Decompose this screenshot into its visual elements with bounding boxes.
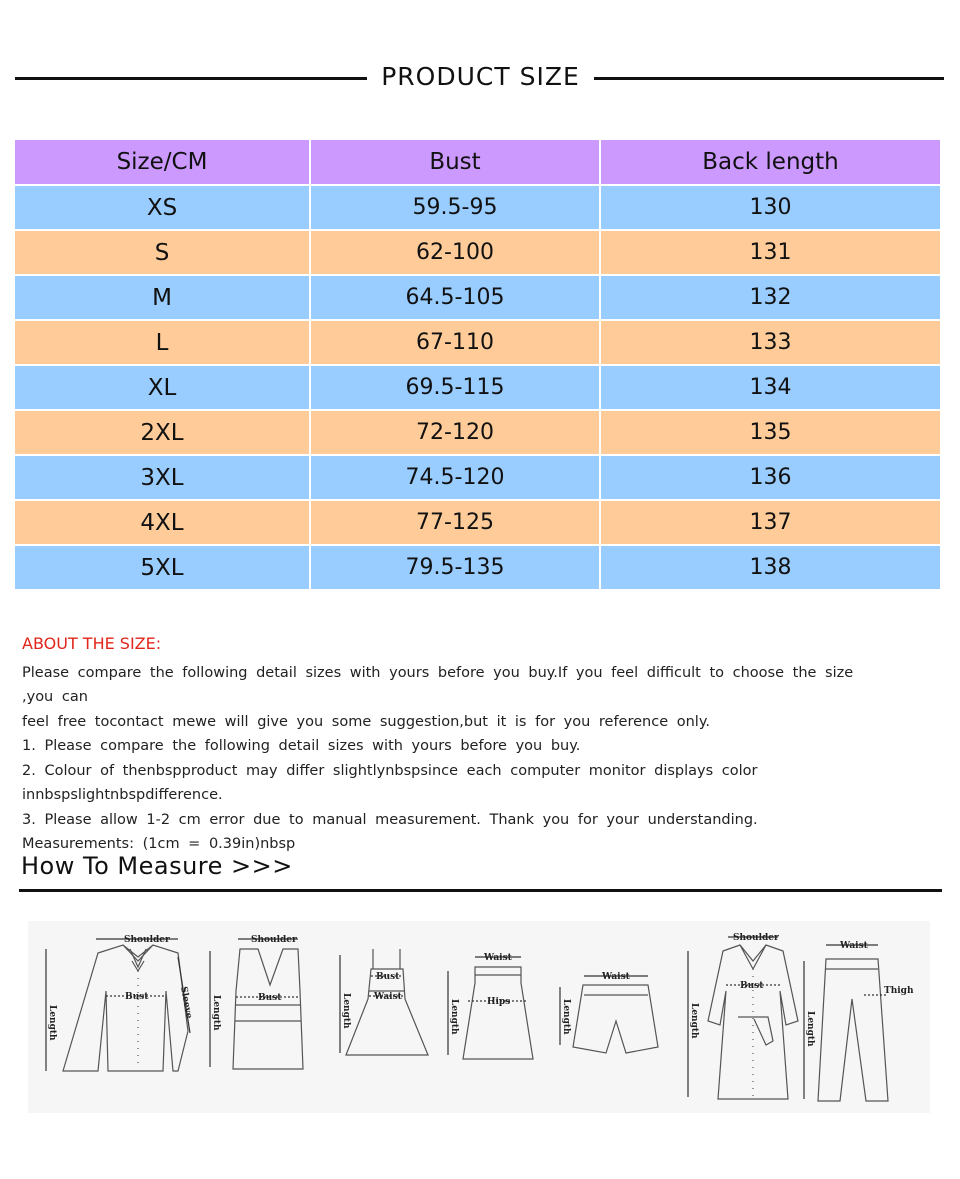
waist-label: Waist: [840, 941, 868, 951]
sleeve-label: Sleeve: [178, 985, 194, 1020]
table-row: [15, 411, 940, 456]
back-length-cell: 138: [601, 546, 940, 591]
table-row: [15, 546, 940, 591]
waist-label: Waist: [484, 953, 512, 963]
size-table-header-row: [15, 140, 940, 186]
bust-cell: 79.5-135: [311, 546, 601, 591]
shirt-icon: [63, 945, 188, 1071]
column-header-back-length: Back length: [601, 140, 940, 186]
size-cell: S: [15, 231, 311, 276]
bust-cell: 59.5-95: [311, 186, 601, 231]
top-icon: [233, 949, 303, 1069]
header-rule-left: [15, 77, 367, 80]
waist-label: Waist: [602, 972, 630, 982]
about-line: Measurements: (1cm = 0.39in)nbsp: [22, 836, 296, 852]
size-cell: 4XL: [15, 501, 311, 546]
about-line: 2. Colour of thenbspproduct may differ slightlynbspsince each computer monitor displays color: [22, 762, 758, 779]
back-length-cell: 136: [601, 456, 940, 501]
size-cell: 5XL: [15, 546, 311, 591]
length-label: Length: [47, 1005, 57, 1041]
dress-icon: [346, 949, 428, 1055]
bust-cell: 67-110: [311, 321, 601, 366]
bust-label: Bust: [740, 981, 764, 991]
bust-label: Bust: [258, 993, 282, 1003]
size-table: [15, 140, 940, 591]
length-label: Length: [341, 993, 351, 1029]
bust-cell: 72-120: [311, 411, 601, 456]
about-line: 3. Please allow 1-2 cm error due to manual measurement. Thank you for your understanding.: [22, 811, 758, 828]
length-label: Length: [211, 995, 221, 1031]
waist-label: Waist: [374, 992, 402, 1002]
back-length-cell: 132: [601, 276, 940, 321]
coat-icon: [708, 945, 798, 1099]
length-label: Length: [805, 1011, 815, 1047]
shoulder-label: Shoulder: [124, 935, 170, 945]
bust-cell: 74.5-120: [311, 456, 601, 501]
bust-cell: 69.5-115: [311, 366, 601, 411]
table-row: [15, 276, 940, 321]
bust-cell: 64.5-105: [311, 276, 601, 321]
about-the-size: [22, 632, 882, 857]
length-label: Length: [689, 1003, 699, 1039]
bust-label: Bust: [125, 992, 149, 1002]
back-length-cell: 130: [601, 186, 940, 231]
length-label: Length: [561, 999, 571, 1035]
bust-cell: 77-125: [311, 501, 601, 546]
size-cell: XS: [15, 186, 311, 231]
how-to-measure-rule: [19, 889, 942, 892]
about-line: feel free tocontact mewe will give you some suggestion,but it is for you reference only.: [22, 713, 710, 730]
header-rule-right: [594, 77, 944, 80]
table-row: [15, 321, 940, 366]
pants-icon: [818, 959, 888, 1101]
thigh-label: Thigh: [884, 986, 914, 996]
about-line: 1. Please compare the following detail sizes with yours before you buy.: [22, 738, 581, 754]
shoulder-label: Shoulder: [251, 935, 297, 945]
measurement-diagram: [28, 921, 930, 1113]
shorts-icon: [573, 985, 658, 1053]
table-row: [15, 231, 940, 276]
size-cell: 2XL: [15, 411, 311, 456]
about-heading: ABOUT THE SIZE:: [22, 634, 162, 653]
back-length-cell: 131: [601, 231, 940, 276]
shoulder-label: Shoulder: [733, 933, 779, 943]
back-length-cell: 134: [601, 366, 940, 411]
about-line: innbspslightnbspdifference.: [22, 787, 223, 803]
table-row: [15, 456, 940, 501]
back-length-cell: 133: [601, 321, 940, 366]
length-label: Length: [449, 999, 459, 1035]
column-header-bust: Bust: [311, 140, 601, 186]
page-title: PRODUCT SIZE: [381, 62, 580, 91]
size-cell: M: [15, 276, 311, 321]
product-size-header: [0, 56, 960, 100]
size-cell: 3XL: [15, 456, 311, 501]
size-cell: XL: [15, 366, 311, 411]
bust-cell: 62-100: [311, 231, 601, 276]
table-row: [15, 366, 940, 411]
back-length-cell: 137: [601, 501, 940, 546]
size-cell: L: [15, 321, 311, 366]
back-length-cell: 135: [601, 411, 940, 456]
table-row: [15, 501, 940, 546]
column-header-size: Size/CM: [15, 140, 311, 186]
bust-label: Bust: [376, 972, 400, 982]
hips-label: Hips: [487, 997, 511, 1007]
table-row: [15, 186, 940, 231]
about-line: Please compare the following detail sizes with yours before you buy.If you feel difficult to choose the size ,you can: [22, 664, 854, 705]
how-to-measure-title: How To Measure >>>: [21, 852, 293, 880]
skirt-icon: [463, 967, 533, 1059]
